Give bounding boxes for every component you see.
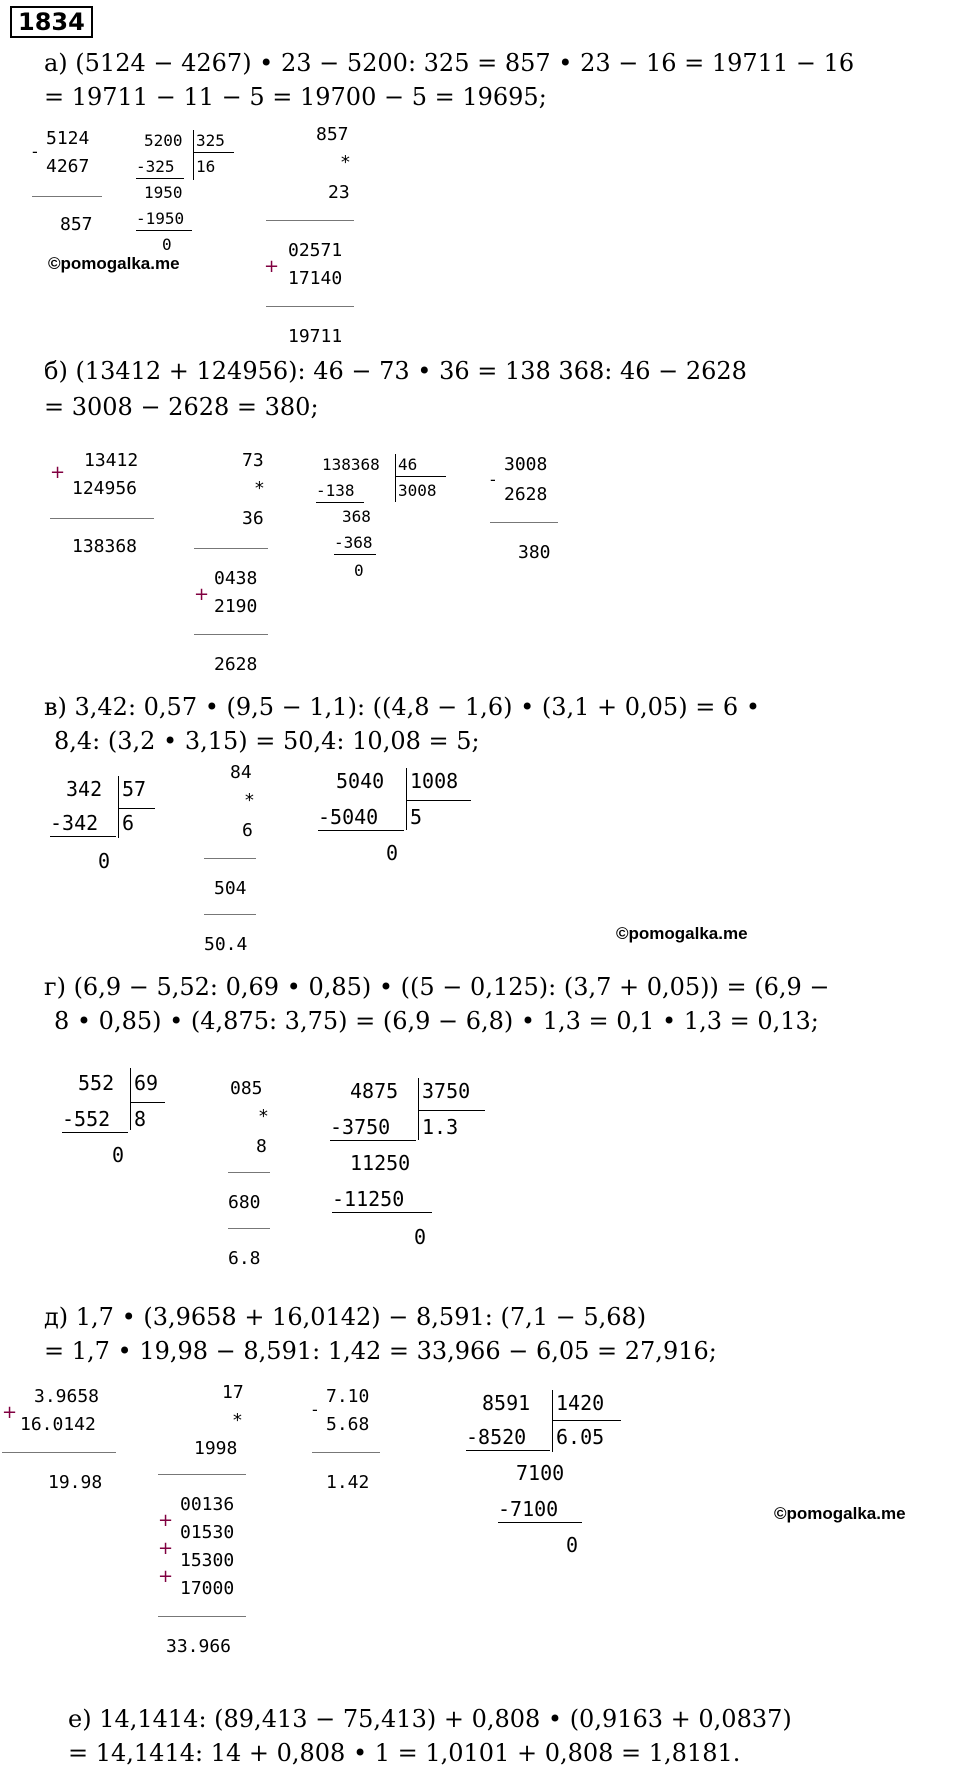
expr-g-line2: 8 • 0,85) • (4,875: 3,75) = (6,9 − 6,8) • 1,3 = 0,1 • 1,3 = 0,13; <box>54 1007 819 1035</box>
result: 857 <box>60 214 93 235</box>
expr-a-line1: а) (5124 − 4267) • 23 − 5200: 325 = 857 • 23 − 16 = 19711 − 16 <box>44 49 855 77</box>
operand: 5124 <box>46 128 90 149</box>
watermark: ©pomogalka.me <box>774 1504 906 1523</box>
problem-number: 1834 <box>10 6 93 38</box>
expr-v-line2: 8,4: (3,2 • 3,15) = 50,4: 10,08 = 5; <box>54 727 480 755</box>
expr-b-line2: = 3008 − 2628 = 380; <box>44 393 319 421</box>
expr-e-line2: = 14,1414: 14 + 0,808 • 1 = 1,0101 + 0,808 = 1,8181. <box>68 1739 741 1767</box>
expr-a-line2: = 19711 − 11 − 5 = 19700 − 5 = 19695; <box>44 83 547 111</box>
expr-v-line1: в) 3,42: 0,57 • (9,5 − 1,1): ((4,8 − 1,6) • (3,1 + 0,05) = 6 • <box>44 693 760 721</box>
expr-e-line1: е) 14,1414: (89,413 − 75,413) + 0,808 • (0,9163 + 0,0837) <box>68 1705 792 1733</box>
expr-d-line2: = 1,7 • 19,98 − 8,591: 1,42 = 33,966 − 6,05 = 27,916; <box>44 1337 717 1365</box>
watermark: ©pomogalka.me <box>48 254 180 273</box>
expr-g-line1: г) (6,9 − 5,52: 0,69 • 0,85) • ((5 − 0,125): (3,7 + 0,05)) = (6,9 − <box>44 973 830 1001</box>
watermark: ©pomogalka.me <box>616 924 748 943</box>
operand: 4267 <box>46 156 90 177</box>
expr-b-line1: б) (13412 + 124956): 46 − 73 • 36 = 138 368: 46 − 2628 <box>44 357 747 385</box>
expr-d-line1: д) 1,7 • (3,9658 + 16,0142) − 8,591: (7,1 − 5,68) <box>44 1303 647 1331</box>
